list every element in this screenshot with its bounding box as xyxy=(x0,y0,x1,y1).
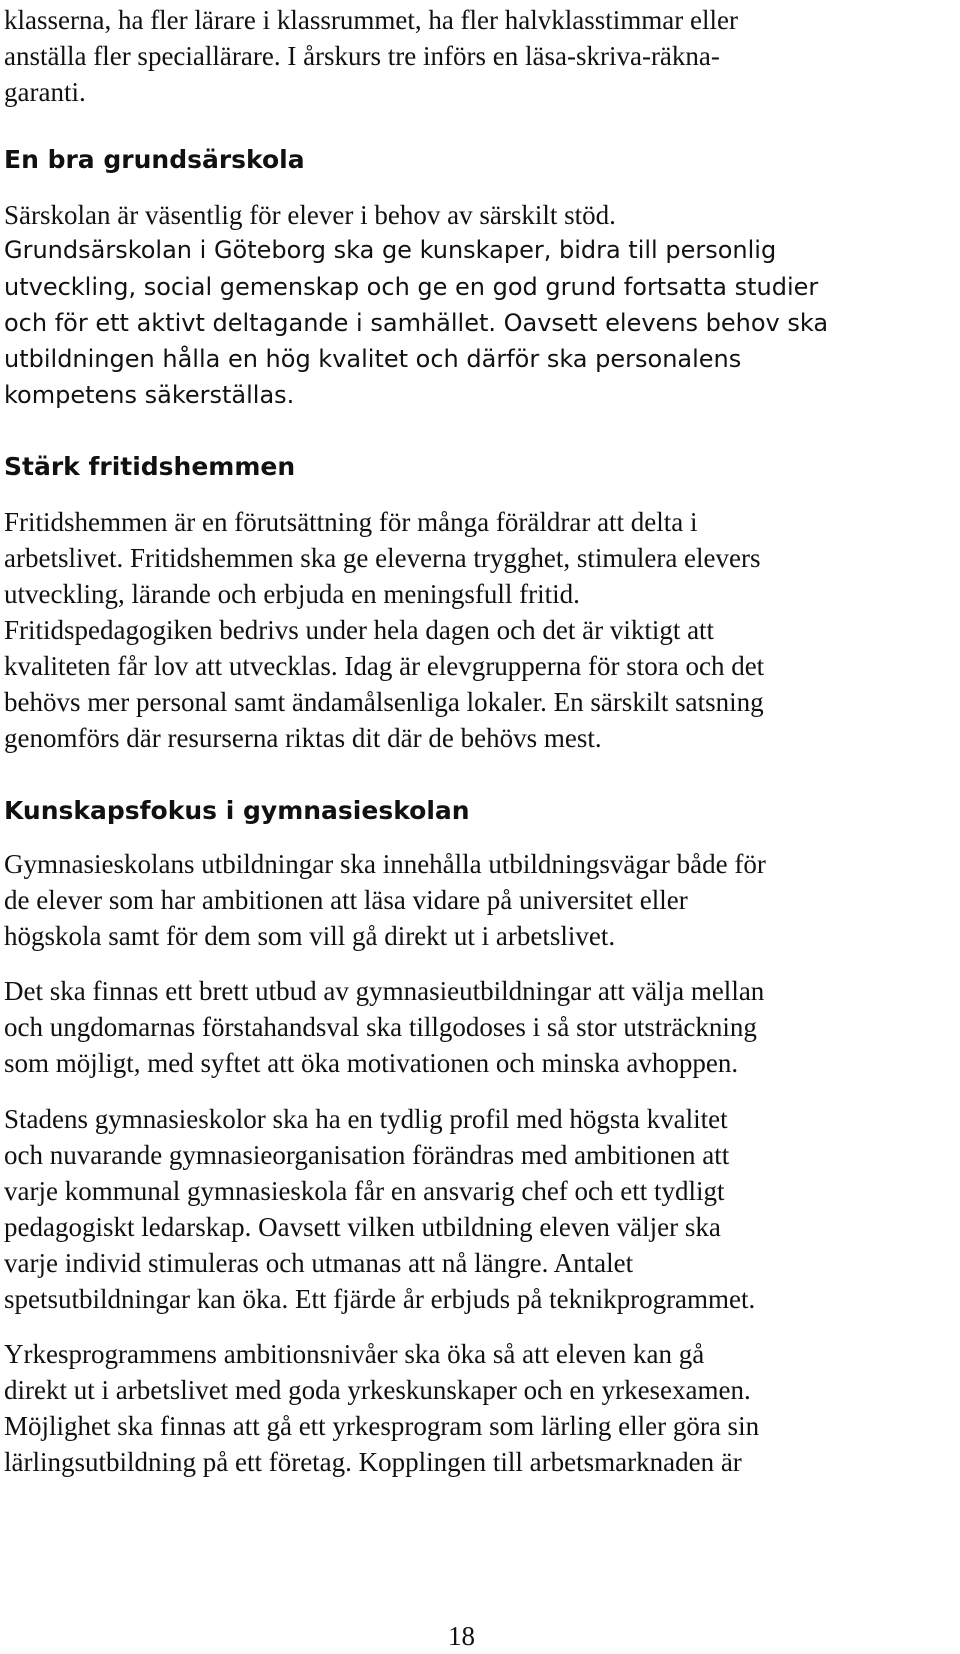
body-line: utveckling, lärande och erbjuda en meningsfull fritid. xyxy=(4,579,580,609)
body-line: varje individ stimuleras och utmanas att nå längre. Antalet xyxy=(4,1248,634,1278)
body-line: Stadens gymnasieskolor ska ha en tydlig profil med högsta kvalitet xyxy=(4,1104,728,1134)
intro-line: klasserna, ha fler lärare i klassrummet, ha fler halvklasstimmar eller xyxy=(4,5,738,35)
page-number: 18 xyxy=(448,1621,475,1651)
body-line: Det ska finnas ett brett utbud av gymnasieutbildningar att välja mellan xyxy=(4,976,765,1006)
body-line: direkt ut i arbetslivet med goda yrkeskunskaper och en yrkesexamen. xyxy=(4,1375,751,1405)
body-line: Särskolan är väsentlig för elever i behov av särskilt stöd. xyxy=(4,200,616,230)
body-line: kvaliteten får lov att utvecklas. Idag är elevgrupperna för stora och det xyxy=(4,651,765,681)
body-line: varje kommunal gymnasieskola får en ansvarig chef och ett tydligt xyxy=(4,1176,725,1206)
section-heading: Stärk fritidshemmen xyxy=(4,452,296,481)
body-line: Fritidshemmen är en förutsättning för många föräldrar att delta i xyxy=(4,507,698,537)
body-line: Grundsärskolan i Göteborg ska ge kunskaper, bidra till personlig xyxy=(4,236,777,264)
body-line: och för ett aktivt deltagande i samhället. Oavsett elevens behov ska xyxy=(4,309,829,337)
body-line: och nuvarande gymnasieorganisation förändras med ambitionen att xyxy=(4,1140,730,1170)
intro-line: anställa fler speciallärare. I årskurs tre införs en läsa-skriva-räkna- xyxy=(4,41,720,71)
body-line: genomförs där resurserna riktas dit där de behövs mest. xyxy=(4,723,602,753)
body-line: utbildningen hålla en hög kvalitet och därför ska personalens xyxy=(4,345,742,373)
body-line: Fritidspedagogiken bedrivs under hela dagen och det är viktigt att xyxy=(4,615,715,645)
body-line: Gymnasieskolans utbildningar ska innehålla utbildningsvägar både för xyxy=(4,849,766,879)
body-line: pedagogiskt ledarskap. Oavsett vilken utbildning eleven väljer ska xyxy=(4,1212,721,1242)
body-line: lärlingsutbildning på ett företag. Kopplingen till arbetsmarknaden är xyxy=(4,1447,742,1477)
section-heading: En bra grundsärskola xyxy=(4,145,305,174)
body-line: som möjligt, med syftet att öka motivationen och minska avhoppen. xyxy=(4,1048,739,1078)
body-line: utveckling, social gemenskap och ge en god grund fortsatta studier xyxy=(4,273,819,301)
body-line: arbetslivet. Fritidshemmen ska ge eleverna trygghet, stimulera elevers xyxy=(4,543,761,573)
body-line: spetsutbildningar kan öka. Ett fjärde år erbjuds på teknikprogrammet. xyxy=(4,1284,756,1314)
body-line: Möjlighet ska finnas att gå ett yrkesprogram som lärling eller göra sin xyxy=(4,1411,760,1441)
body-line: högskola samt för dem som vill gå direkt ut i arbetslivet. xyxy=(4,921,616,951)
intro-line: garanti. xyxy=(4,77,86,107)
body-line: Yrkesprogrammens ambitionsnivåer ska öka så att eleven kan gå xyxy=(4,1339,705,1369)
body-line: kompetens säkerställas. xyxy=(4,381,295,409)
body-line: de elever som har ambitionen att läsa vidare på universitet eller xyxy=(4,885,688,915)
body-line: och ungdomarnas förstahandsval ska tillgodoses i så stor utsträckning xyxy=(4,1012,757,1042)
section-heading: Kunskapsfokus i gymnasieskolan xyxy=(4,796,470,825)
body-line: behövs mer personal samt ändamålsenliga lokaler. En särskilt satsning xyxy=(4,687,764,717)
